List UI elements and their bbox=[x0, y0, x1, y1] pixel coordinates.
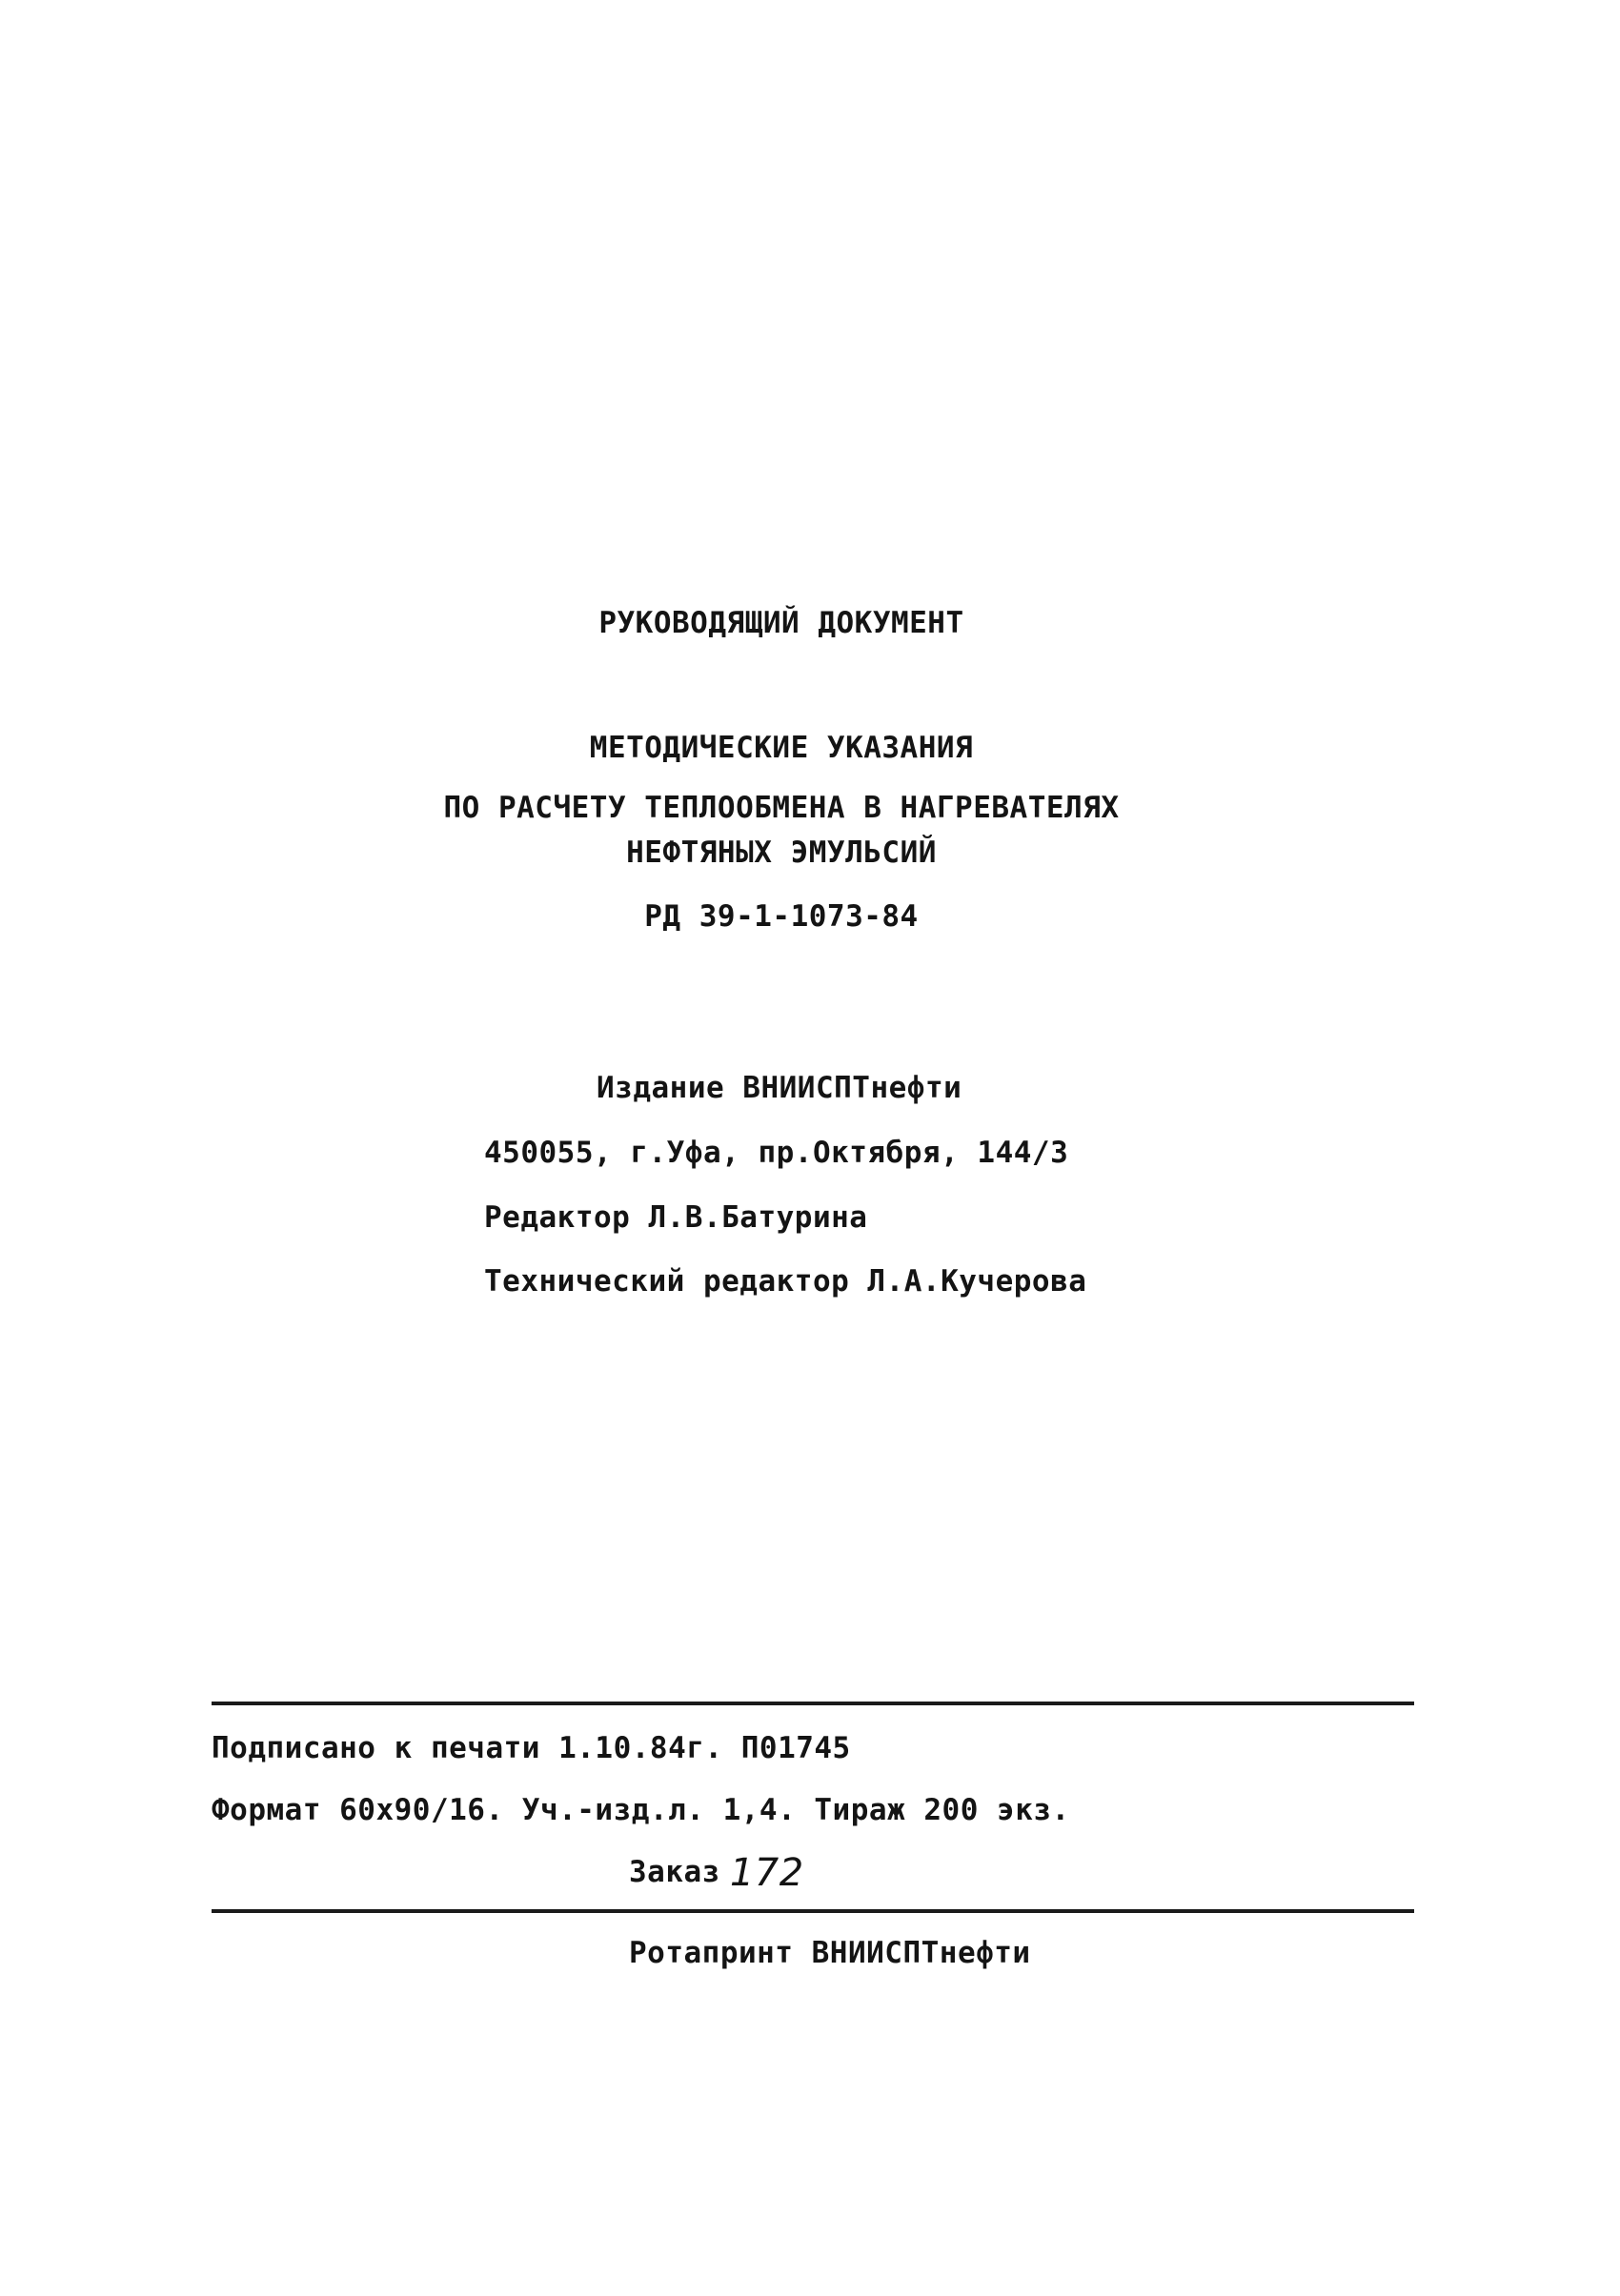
publisher-address: 450055, г.Уфа, пр.Октября, 144/3 bbox=[484, 1136, 1069, 1170]
order-line bbox=[629, 1851, 804, 1895]
signed-line: Подписано к печати 1.10.84г. П01745 bbox=[212, 1731, 851, 1765]
title-line-3: НЕФТЯНЫХ ЭМУЛЬСИЙ bbox=[626, 836, 937, 870]
edition-label: Издание ВНИИСПТнефти bbox=[597, 1071, 962, 1105]
order-number-handwritten: 172 bbox=[729, 1851, 804, 1895]
top-divider bbox=[212, 1702, 1414, 1705]
document-code: РД 39-1-1073-84 bbox=[644, 899, 919, 934]
editor-line: Редактор Л.В.Батурина bbox=[484, 1200, 868, 1235]
tech-editor-line: Технический редактор Л.А.Кучерова bbox=[484, 1264, 1087, 1299]
printer-line: Ротапринт ВНИИСПТнефти bbox=[629, 1936, 1031, 1970]
format-line: Формат 60х90/16. Уч.-изд.л. 1,4. Тираж 200 экз. bbox=[212, 1793, 1070, 1827]
document-type: РУКОВОДЯЩИЙ ДОКУМЕНТ bbox=[598, 606, 964, 640]
bottom-divider bbox=[212, 1909, 1414, 1913]
title-line-1: МЕТОДИЧЕСКИЕ УКАЗАНИЯ bbox=[589, 731, 974, 765]
order-label: Заказ bbox=[629, 1855, 720, 1889]
title-line-2: ПО РАСЧЕТУ ТЕПЛООБМЕНА В НАГРЕВАТЕЛЯХ bbox=[443, 791, 1120, 825]
